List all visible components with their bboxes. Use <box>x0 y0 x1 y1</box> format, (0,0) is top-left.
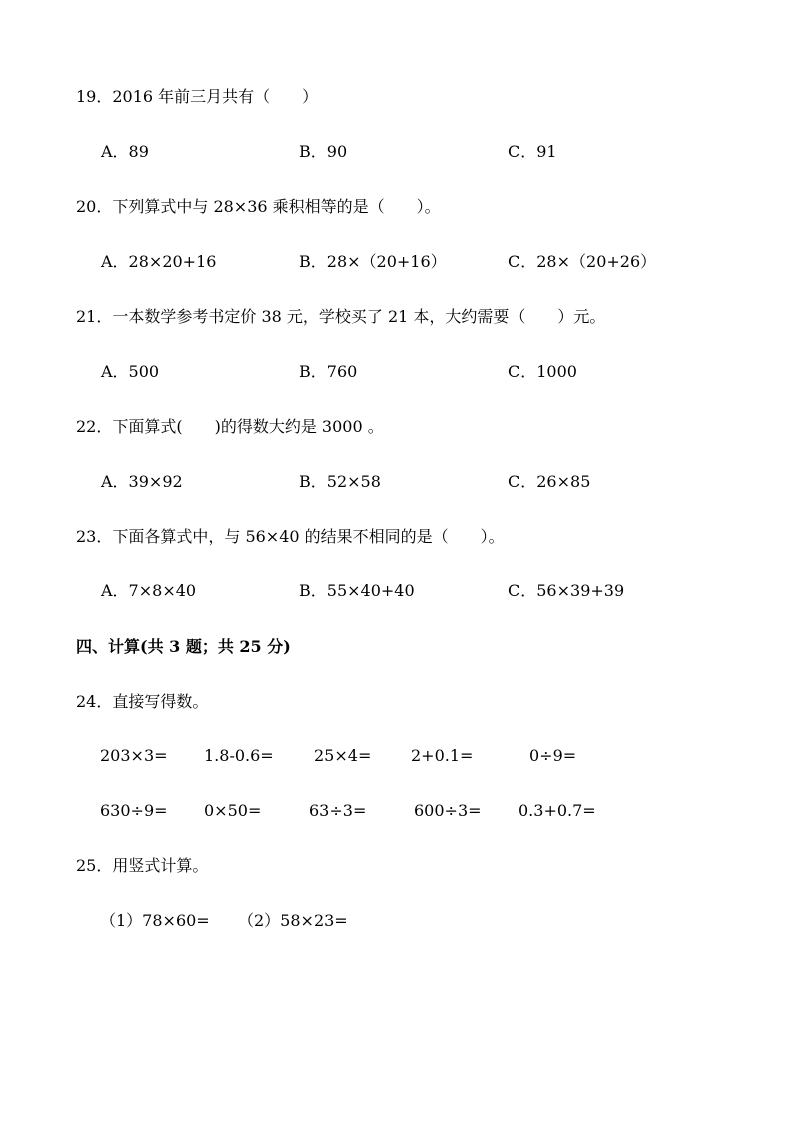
question-20-stem: 20．下列算式中与 28×36 乘积相等的是（ ）。 <box>76 197 441 216</box>
question-21-option-c: C．1000 <box>508 362 577 381</box>
question-22-stem: 22．下面算式( )的得数大约是 3000 。 <box>76 417 384 436</box>
question-25-stem: 25．用竖式计算。 <box>76 856 209 875</box>
question-23-option-b: B．55×40+40 <box>299 581 415 600</box>
question-22-option-a: A．39×92 <box>101 472 183 491</box>
mental-math-item: 0.3+0.7= <box>518 801 596 820</box>
vertical-calc-item-2: （2）58×23= <box>238 911 348 930</box>
question-24-stem: 24．直接写得数。 <box>76 692 209 711</box>
mental-math-item: 63÷3= <box>309 801 367 820</box>
question-23-stem: 23．下面各算式中，与 56×40 的结果不相同的是（ ）。 <box>76 527 505 546</box>
mental-math-item: 0÷9= <box>529 746 577 765</box>
question-20-option-c: C．28×（20+26） <box>508 252 657 271</box>
question-20-option-b: B．28×（20+16） <box>299 252 447 271</box>
mental-math-item: 25×4= <box>314 746 372 765</box>
question-19-option-c: C．91 <box>508 142 557 161</box>
vertical-calc-item-1: （1）78×60= <box>100 911 210 930</box>
question-19-option-a: A．89 <box>101 142 149 161</box>
question-19-option-b: B．90 <box>299 142 348 161</box>
section-heading: 四、计算(共 3 题；共 25 分) <box>76 637 291 656</box>
mental-math-item: 1.8-0.6= <box>204 746 274 765</box>
mental-math-item: 203×3= <box>100 746 168 765</box>
question-22-option-b: B．52×58 <box>299 472 381 491</box>
question-19-stem: 19．2016 年前三月共有（ ） <box>76 87 319 106</box>
question-23-option-a: A．7×8×40 <box>101 581 197 600</box>
question-22-option-c: C．26×85 <box>508 472 591 491</box>
question-23-option-c: C．56×39+39 <box>508 581 625 600</box>
question-20-option-a: A．28×20+16 <box>101 252 217 271</box>
question-21-option-a: A．500 <box>101 362 160 381</box>
mental-math-item: 630÷9= <box>100 801 168 820</box>
mental-math-item: 0×50= <box>204 801 262 820</box>
question-21-option-b: B．760 <box>299 362 358 381</box>
question-21-stem: 21．一本数学参考书定价 38 元，学校买了 21 本，大约需要（ ）元。 <box>76 307 606 326</box>
mental-math-item: 2+0.1= <box>411 746 474 765</box>
mental-math-item: 600÷3= <box>414 801 482 820</box>
